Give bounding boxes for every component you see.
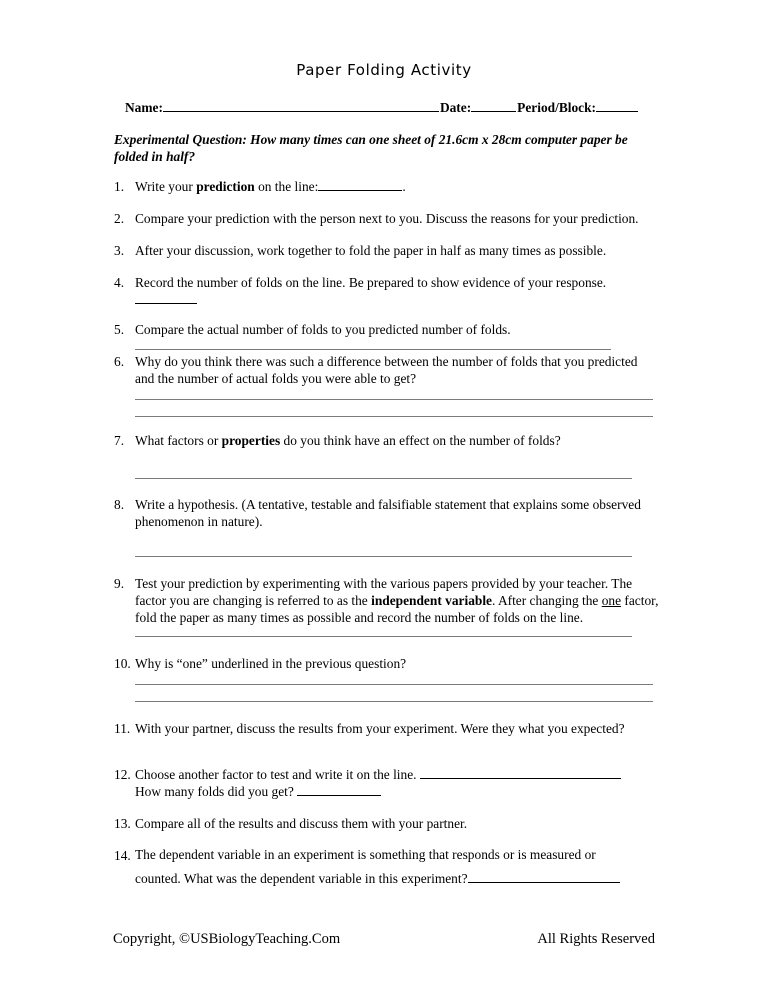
item-bold-term: prediction xyxy=(196,179,255,194)
folds-answer-line[interactable] xyxy=(135,303,197,304)
item-text: Compare your prediction with the person next to you. Discuss the reasons for your prediction. xyxy=(135,211,639,226)
item-text: do you think have an effect on the number of folds? xyxy=(280,433,561,448)
item-underlined-word: one xyxy=(601,593,622,608)
item-number: 10. xyxy=(114,656,131,671)
answer-line[interactable] xyxy=(135,349,611,350)
item-text: Write your xyxy=(135,179,197,194)
answer-line[interactable] xyxy=(135,636,632,637)
item-number: 5. xyxy=(114,322,125,337)
item-number: 4. xyxy=(114,275,125,290)
item-bold-term: properties xyxy=(221,433,281,448)
worksheet-title: Paper Folding Activity xyxy=(296,61,472,79)
item-text: The dependent variable in an experiment is something that responds or is measured or xyxy=(135,847,596,862)
answer-line[interactable] xyxy=(135,478,632,479)
item-bold-term: independent variable xyxy=(371,593,492,608)
item-number: 13. xyxy=(114,816,131,831)
item-text: What factors or xyxy=(135,433,222,448)
copyright-notice: Copyright, ©USBiologyTeaching.Com xyxy=(113,931,341,947)
answer-line[interactable] xyxy=(135,701,653,702)
item-text: Compare all of the results and discuss them with your partner. xyxy=(135,816,468,831)
dependent-variable-blank[interactable] xyxy=(468,870,620,883)
item-number: 7. xyxy=(114,433,125,448)
item-number: 14. xyxy=(114,848,131,863)
item-number: 8. xyxy=(114,497,125,512)
prediction-blank[interactable] xyxy=(318,178,402,191)
rights-notice: All Rights Reserved xyxy=(537,931,655,947)
name-field[interactable] xyxy=(163,99,439,112)
period-field[interactable] xyxy=(596,99,638,112)
item-number: 12. xyxy=(114,767,131,782)
item-number: 11. xyxy=(114,721,131,736)
item-text: counted. What was the dependent variable in this experiment? xyxy=(135,871,468,886)
student-info-header xyxy=(125,99,639,116)
folds-blank[interactable] xyxy=(297,783,381,796)
item-text: on the line: xyxy=(254,179,319,194)
date-label: Date: xyxy=(439,100,472,115)
item-text: Record the number of folds on the line. Be prepared to show evidence of your response. xyxy=(135,275,607,290)
item-number: 1. xyxy=(114,179,125,194)
item-text: After your discussion, work together to fold the paper in half as many times as possible. xyxy=(135,243,607,258)
item-text: Why do you think there was such a difference between the number of folds that you predicted and the number of actual folds you were able to get? xyxy=(135,354,638,386)
item-number: 9. xyxy=(114,576,125,591)
item-number: 2. xyxy=(114,211,125,226)
item-text: Choose another factor to test and write it on the line. xyxy=(135,767,417,782)
answer-line[interactable] xyxy=(135,556,632,557)
item-text: . After changing the xyxy=(492,593,602,608)
answer-line[interactable] xyxy=(135,684,653,685)
item-text: Why is “one” underlined in the previous question? xyxy=(135,656,407,671)
item-number: 3. xyxy=(114,243,125,258)
item-text: Test your prediction by experimenting with the various papers provided by your teacher. The factor you are changing is referred to as the xyxy=(135,576,633,608)
item-number: 6. xyxy=(114,354,125,369)
item-text: Compare the actual number of folds to you predicted number of folds. xyxy=(135,322,511,337)
item-text: With your partner, discuss the results from your experiment. Were they what you expected? xyxy=(135,721,625,736)
item-text: Write a hypothesis. (A tentative, testable and falsifiable statement that explains some observed phenomenon in nature). xyxy=(135,497,641,529)
experimental-question: Experimental Question: How many times can one sheet of 21.6cm x 28cm computer paper be folded in half? xyxy=(114,132,628,164)
factor-blank[interactable] xyxy=(420,766,621,779)
date-field[interactable] xyxy=(471,99,516,112)
item-text: . xyxy=(402,179,406,194)
answer-line[interactable] xyxy=(135,399,653,400)
name-label: Name: xyxy=(125,100,163,115)
answer-line[interactable] xyxy=(135,416,653,417)
period-label: Period/Block: xyxy=(517,100,597,115)
item-text: factor, fold the paper as many times as possible and record the number of folds on the line. xyxy=(135,593,659,625)
item-text: How many folds did you get? xyxy=(135,784,294,799)
